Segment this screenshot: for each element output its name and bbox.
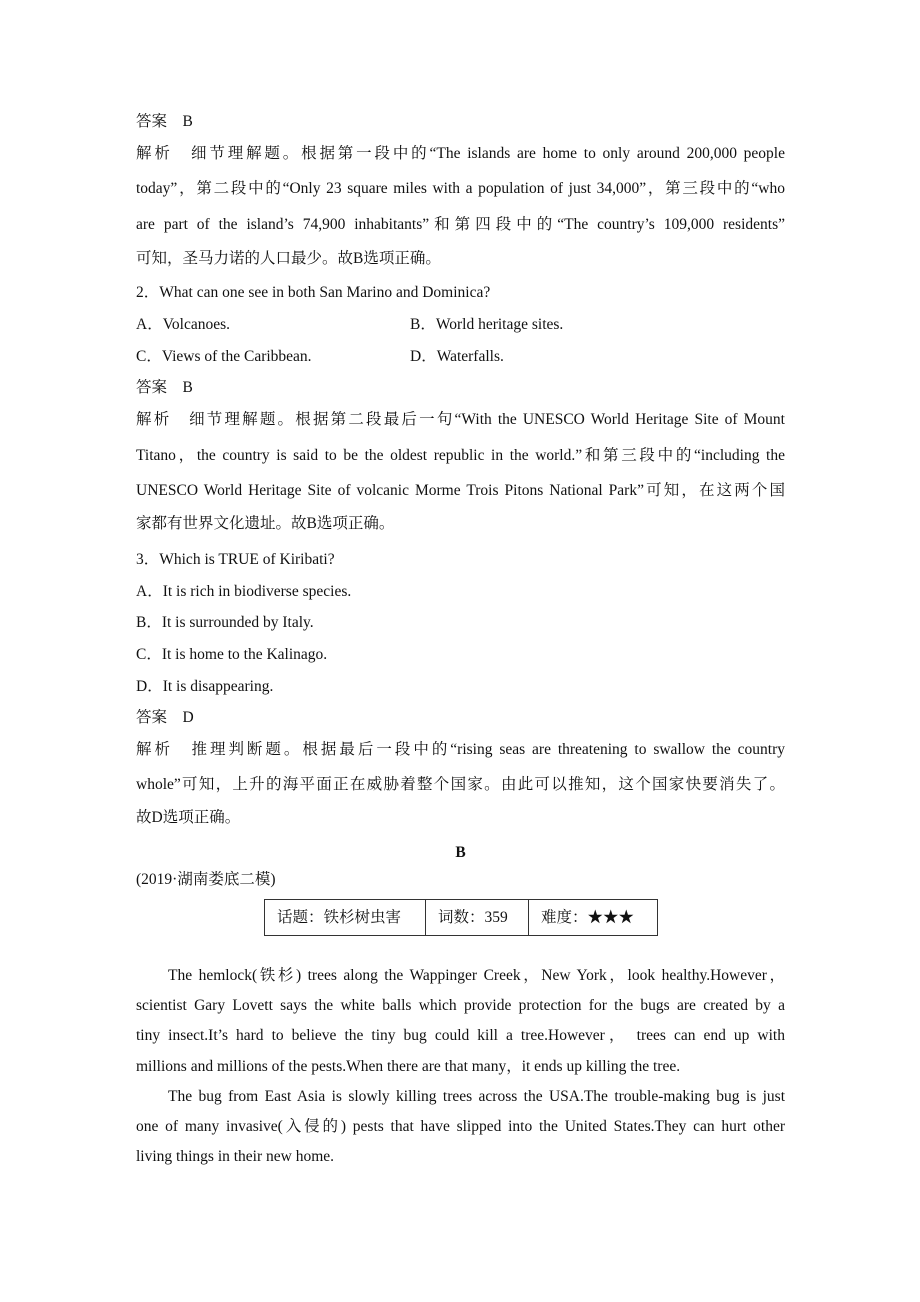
q3-answer: 答案 D [136,709,194,726]
q2-analysis-line: 家都有世界文化遗址。故B选项正确。 [136,515,395,532]
q1-analysis-line: 解析 细节理解题。根据第一段中的“The islands are home to only around 200,000 people [136,145,785,162]
q3-analysis-line: 解析 推理判断题。根据最后一段中的“rising seas are threatening to swallow the country [136,741,785,758]
passage-line: millions and millions of the pests.When there are that many，it ends up killing the tree. [136,1058,681,1075]
info-table [264,899,658,936]
q2-option-a: A．Volcanoes. [136,316,230,333]
q3-option-d: D．It is disappearing. [136,678,274,695]
q3-question: 3．Which is TRUE of Kiribati? [136,551,335,568]
q2-analysis-line: UNESCO World Heritage Site of volcanic Morme Trois Pitons National Park”可知，在这两个国 [136,482,785,499]
topic-cell: 话题：铁杉树虫害 [265,900,426,936]
q1-analysis-line: are part of the island’s 74,900 inhabitants”和第四段中的“The country’s 109,000 residents” [136,216,785,233]
q2-answer: 答案 B [136,379,193,396]
passage-line: tiny insect.It’s hard to believe the tiny bug could kill a tree.However， trees can end up with [136,1027,785,1044]
passage-line: one of many invasive(入侵的) pests that have slipped into the United States.They can hurt other [136,1118,785,1135]
source-note: (2019·湖南娄底二模) [136,871,276,888]
q3-analysis-line: whole”可知，上升的海平面正在威胁着整个国家。由此可以推知，这个国家快要消失了。 [136,776,785,793]
q3-option-c: C．It is home to the Kalinago. [136,646,328,663]
difficulty-cell: 难度：★★★ [529,900,658,936]
q3-option-b: B．It is surrounded by Italy. [136,614,314,631]
q2-option-b: B．World heritage sites. [410,316,564,333]
q2-options-row [136,315,785,335]
q3-analysis-line: 故D选项正确。 [136,809,241,826]
q2-option-d: D．Waterfalls. [410,348,504,365]
passage-line: The bug from East Asia is slowly killing trees across the USA.The trouble-making bug is just [168,1088,785,1105]
q2-options-row [136,347,785,367]
q1-analysis-line: 可知，圣马力诺的人口最少。故B选项正确。 [136,250,441,267]
q2-option-c: C．Views of the Caribbean. [136,348,312,365]
q2-analysis-line: 解析 细节理解题。根据第二段最后一句“With the UNESCO World Heritage Site of Mount [136,411,785,428]
q3-option-a: A．It is rich in biodiverse species. [136,583,352,600]
passage-line: scientist Gary Lovett says the white balls which provide protection for the bugs are created by a [136,997,785,1014]
q2-analysis-line: Titano，the country is said to be the oldest republic in the world.”和第三段中的“including the [136,447,785,464]
q2-question: 2．What can one see in both San Marino and Dominica? [136,284,491,301]
q1-analysis-line: today”，第二段中的“Only 23 square miles with a population of just 34,000”，第三段中的“who [136,180,785,197]
section-title: B [455,844,466,861]
word-count-cell: 词数：359 [426,900,529,936]
passage-line: living things in their new home. [136,1148,335,1165]
q1-answer: 答案 B [136,113,193,130]
passage-line: The hemlock(铁杉) trees along the Wappinger Creek，New York，look healthy.However， [168,967,785,984]
